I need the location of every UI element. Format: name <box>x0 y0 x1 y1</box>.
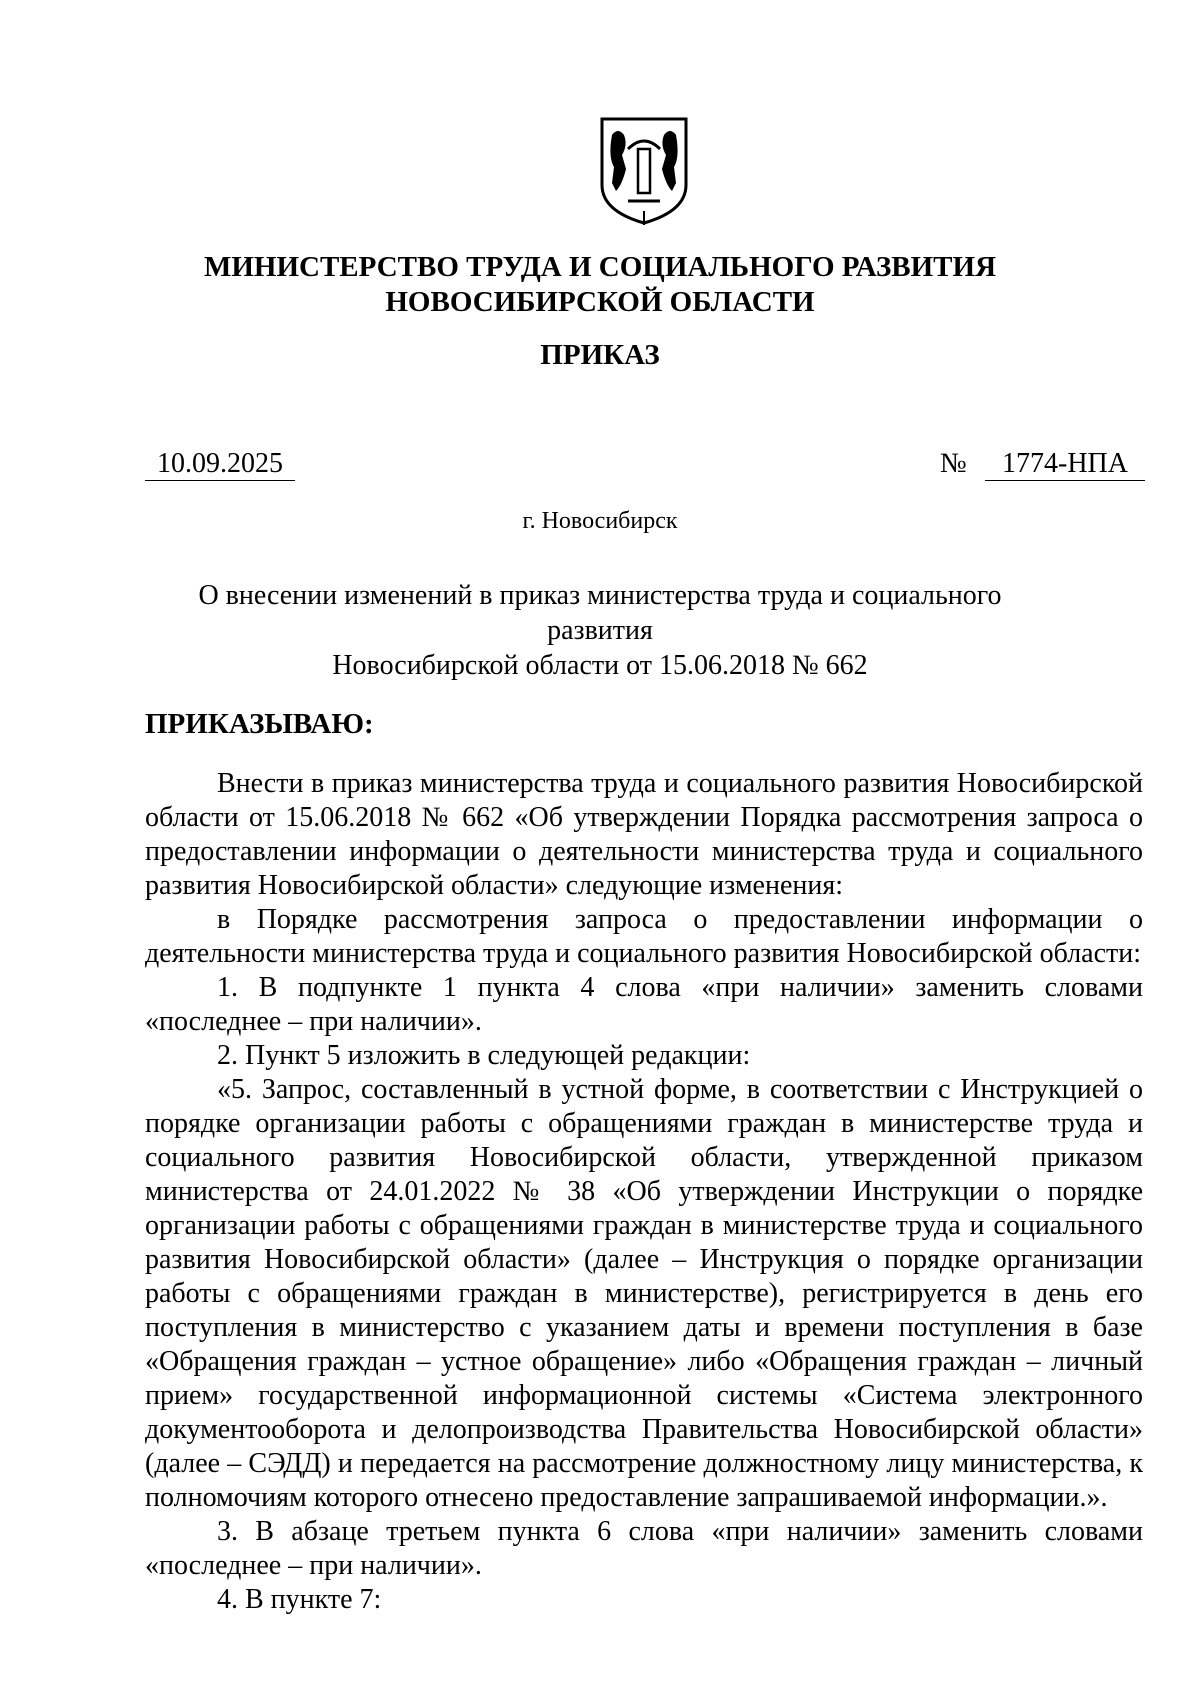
subject-line2: Новосибирской области от 15.06.2018 № 662 <box>332 650 868 681</box>
ministry-title <box>0 250 1200 320</box>
body-paragraph: 1. В подпункте 1 пункта 4 слова «при наличии» заменить словами «последнее – при наличии». <box>145 972 1143 1037</box>
city: г. Новосибирск <box>522 508 678 534</box>
document-type: ПРИКАЗ <box>540 339 660 371</box>
subject-line1: О внесении изменений в приказ министерства труда и социального развития <box>198 580 1002 646</box>
document-subject <box>150 578 1050 683</box>
body-paragraph: 3. В абзаце третьем пункта 6 слова «при наличии» заменить словами «последнее – при наличии». <box>145 1516 1143 1581</box>
body-paragraph: Внести в приказ министерства труда и социального развития Новосибирской области от 15.06.2018 № 662 «Об утверждении Порядка рассмотрения запроса о предоставлении информации о деятельности министерства труда и социального развития Новосибирской области» следующие изменения: <box>145 768 1143 901</box>
document-date: 10.09.2025 <box>145 447 295 481</box>
body-paragraph: 2. Пункт 5 изложить в следующей редакции: <box>217 1040 751 1071</box>
ministry-title-line1: МИНИСТЕРСТВО ТРУДА И СОЦИАЛЬНОГО РАЗВИТИЯ <box>203 251 997 283</box>
body-paragraph: в Порядке рассмотрения запроса о предоставлении информации о деятельности министерства труда и социального развития Новосибирской области: <box>145 904 1143 969</box>
document-number: 1774-НПА <box>985 447 1145 481</box>
order-heading: ПРИКАЗЫВАЮ: <box>145 708 374 740</box>
number-label: № <box>940 448 967 479</box>
novosibirsk-coat-of-arms-icon <box>598 115 690 227</box>
body-paragraph: «5. Запрос, составленный в устной форме, в соответствии с Инструкцией о порядке организации работы с обращениями граждан в министерстве труда и социального развития Новосибирской области, утвержденной приказом министерства от 24.01.2022 № 38 «Об утверждении Инструкции о порядке организации работы с обращениями граждан в министерстве труда и социального развития Новосибирской области» (далее – Инструкция о порядке организации работы с обращениями граждан в министерстве), регистрируется в день его поступления в министерство с указанием даты и времени поступления в базе «Обращения граждан – устное обращение» либо «Обращения граждан – личный прием» государственной информационной системы «Система электронного документооборота и делопроизводства Правительства Новосибирской области» (далее – СЭДД) и передается на рассмотрение должностному лицу министерства, к полномочиям которого отнесено предоставление запрашиваемой информации.». <box>145 1074 1143 1513</box>
body-paragraph: 4. В пункте 7: <box>217 1584 382 1615</box>
document-body <box>145 767 1143 1617</box>
ministry-title-line2: НОВОСИБИРСКОЙ ОБЛАСТИ <box>385 286 815 318</box>
